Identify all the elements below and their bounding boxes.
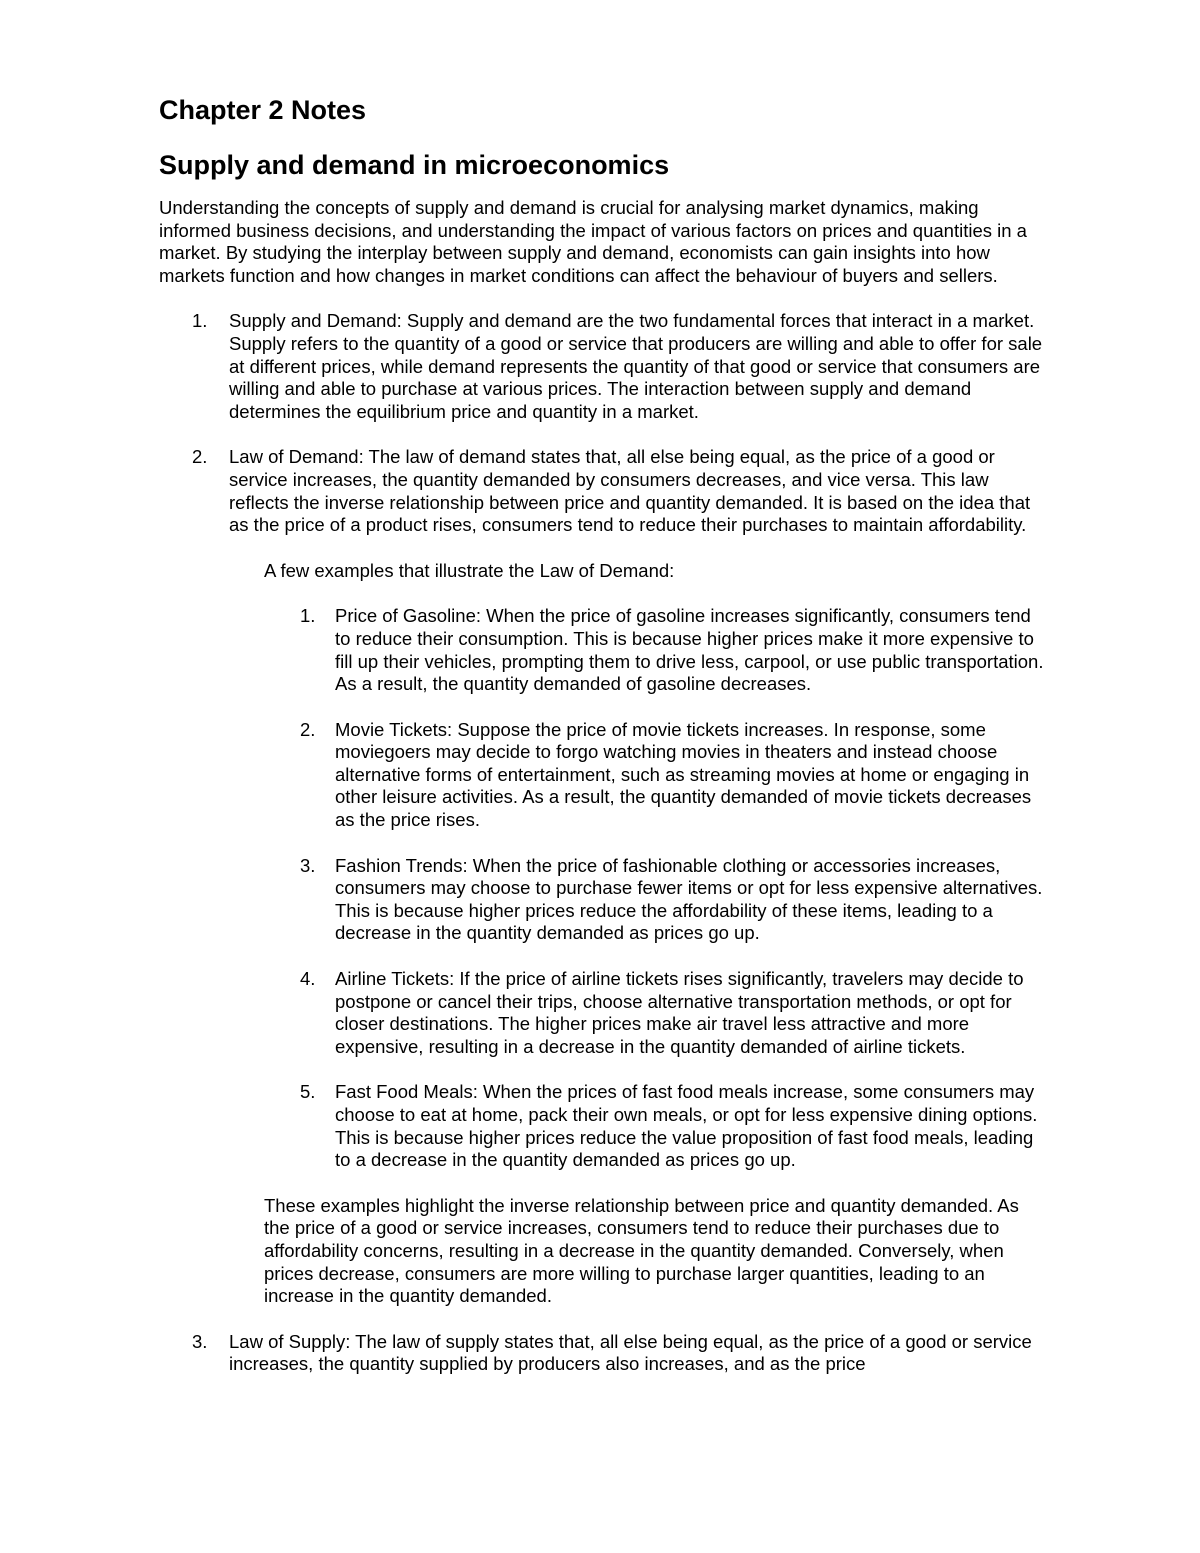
list-number: 1.: [300, 605, 316, 627]
examples-list: [159, 605, 1049, 1171]
list-number: 2.: [192, 446, 208, 468]
list-item-text: Fashion Trends: When the price of fashionable clothing or accessories increases, consumers may choose to purchase fewer items or opt for less expensive alternatives. This is because higher prices reduce the affordability of these items, leading to a decrease in the quantity demanded as prices go up.: [335, 854, 1043, 944]
list-number: 3.: [300, 854, 316, 876]
list-number: 1.: [192, 310, 208, 332]
document-page: [159, 92, 1049, 1376]
main-list-continued: [159, 1331, 1049, 1376]
list-item-text: Fast Food Meals: When the prices of fast food meals increase, some consumers may choose to eat at home, pack their own meals, or opt for less expensive dining options. This is because higher prices reduce the value proposition of fast food meals, leading to a decrease in the quantity demanded as prices go up.: [335, 1081, 1038, 1171]
examples-summary: These examples highlight the inverse relationship between price and quantity demanded. As the price of a good or service increases, consumers tend to reduce their purchases due to affordability concerns, resulting in a decrease in the quantity demanded. Conversely, when prices decrease, consumers are more willing to purchase larger quantities, leading to an increase in the quantity demanded.: [264, 1194, 1019, 1307]
main-list: [159, 310, 1049, 536]
examples-block: [159, 560, 1049, 1308]
list-item: [159, 855, 1049, 945]
section-title: Supply and demand in microeconomics: [159, 150, 670, 180]
list-item-text: Movie Tickets: Suppose the price of movie tickets increases. In response, some moviegoers may decide to forgo watching movies in theaters and instead choose alternative forms of entertainment, such as streaming movies at home or engaging in other leisure activities. As a result, the quantity demanded of movie tickets decreases as the price rises.: [335, 718, 1032, 831]
examples-lead: A few examples that illustrate the Law of Demand:: [264, 559, 675, 581]
list-item: [159, 1081, 1049, 1171]
list-number: 3.: [192, 1330, 208, 1352]
list-item-text: Law of Demand: The law of demand states that, all else being equal, as the price of a good or service increases, the quantity demanded by consumers decreases, and vice versa. This law reflects the inverse relationship between price and quantity demanded. It is based on the idea that as the price of a product rises, consumers tend to reduce their purchases to maintain affordability.: [229, 446, 1031, 536]
list-number: 5.: [300, 1081, 316, 1103]
list-item: [159, 446, 1049, 536]
list-item: [159, 1331, 1049, 1376]
list-number: 2.: [300, 718, 316, 740]
list-number: 4.: [300, 968, 316, 990]
chapter-title: Chapter 2 Notes: [159, 95, 367, 125]
intro-paragraph: Understanding the concepts of supply and demand is crucial for analysing market dynamics, making informed business decisions, and understanding the impact of various factors on prices and quantities in a market. By studying the interplay between supply and demand, economists can gain insights into how markets function and how changes in market conditions can affect the behaviour of buyers and sellers.: [159, 197, 1027, 286]
list-item: [159, 605, 1049, 695]
list-item-text: Supply and Demand: Supply and demand are the two fundamental forces that interact in a market. Supply refers to the quantity of a good or service that producers are willing and able to offer for sale at different prices, while demand represents the quantity of that good or service that consumers are willing and able to purchase at various prices. The interaction between supply and demand determines the equilibrium price and quantity in a market.: [229, 310, 1043, 422]
list-item-text: Law of Supply: The law of supply states that, all else being equal, as the price of a good or service increases, the quantity supplied by producers also increases, and as the price: [229, 1330, 1032, 1375]
list-item-text: Price of Gasoline: When the price of gasoline increases significantly, consumers tend to reduce their consumption. This is because higher prices make it more expensive to fill up their vehicles, prompting them to drive less, carpool, or use public transportation. As a result, the quantity demanded of gasoline decreases.: [335, 605, 1044, 695]
list-item: [159, 719, 1049, 832]
list-item: [159, 310, 1049, 423]
list-item-text: Airline Tickets: If the price of airline tickets rises significantly, travelers may decide to postpone or cancel their trips, choose alternative transportation methods, or opt for closer destinations. The higher prices make air travel less attractive and more expensive, resulting in a decrease in the quantity demanded of airline tickets.: [335, 968, 1024, 1057]
list-item: [159, 968, 1049, 1058]
